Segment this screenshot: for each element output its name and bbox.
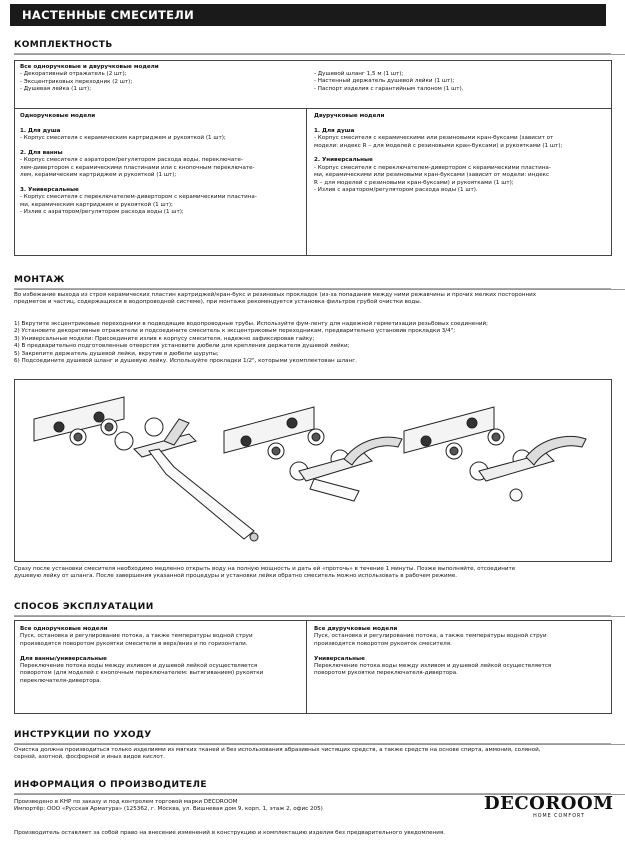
- table-divider: [14, 108, 612, 109]
- all-models-title: Все одноручковые и двуручковые модели: [20, 64, 159, 70]
- group-title: 1. Для душа: [20, 127, 61, 134]
- list-item: - Корпус смесителя с керамическими или резиновыми кран-буксами (зависит от: [314, 135, 554, 142]
- list-item: - Эксцентриковых переходник (2 шт);: [20, 78, 133, 85]
- paragraph-line: переключателя-дивертора.: [20, 677, 102, 684]
- step-item: 3) Универсальные модели: Присоедините излив к корпусу смесителя, надежно зафиксировав гайку;: [14, 335, 315, 342]
- paragraph-line: Во избежание выхода из строя керамических пластин картриджей/кран-букс и резиновых прокладок (из-за попадания между ними режавчины и прочих мелких посторонних: [14, 292, 537, 298]
- paragraph-line: Переключение потока воды между изливом и душевой лейкой осуществляется: [314, 663, 552, 670]
- divider: [14, 288, 611, 289]
- step-item: 1) Вкрутите эксцентриковые переходники в подводящие водопроводные трубы. Используйте фум-ленту для надежной герметизации резьбовых соединений;: [14, 321, 489, 327]
- table-divider: [306, 108, 307, 256]
- list-item: - Корпус смесителя с керамическим картриджем и рукояткой (1 шт);: [20, 135, 226, 142]
- group-title: 2. Универсальные: [314, 157, 373, 164]
- group-title: 2. Для ванны: [20, 150, 63, 157]
- completeness-title: КОМПЛЕКТНОСТЬ: [14, 40, 113, 50]
- paragraph-line: Сразу после установки смесителя необходимо медленно открыть воду на полную мощность и дать ей «проточь» в течение 1 минуты. Позже выполняйте, отсоедините: [14, 566, 516, 572]
- disclaimer: Производитель оставляет за собой право на внесение изменений в конструкцию и комплектацию изделия без предварительного уведомления.: [14, 830, 446, 836]
- list-item: ми, керамическим картриджем и рукояткой (1 шт);: [20, 201, 173, 208]
- paragraph-line: серной, азотной, фосфорной и иных видов кислот.: [14, 754, 165, 761]
- list-item: - Настенный держатель душевой лейки (1 шт);: [314, 78, 455, 85]
- single-lever-title: Одноручковые модели: [20, 113, 96, 119]
- paragraph-line: Пуск, остановка и регулирование потока, а также температуры водной струи: [314, 633, 547, 640]
- paragraph-line: предметов и частиц, содержащихся в водопроводной системе), при монтаже рекомендуется установка фильтров грубой очистки воды.: [14, 299, 422, 306]
- paragraph-line: производятся поворотом рукояток смесителя.: [314, 640, 452, 647]
- usage-single-title: Все одноручковые модели: [20, 626, 108, 632]
- list-item: - Излив с аэратором/регулятором расхода воды (1 шт).: [314, 187, 478, 194]
- divider: [14, 53, 611, 54]
- step-item: 6) Подсоедините душевой шланг и душевую лейку. Используйте прокладки 1/2", которыми укомплектован шланг.: [14, 358, 357, 365]
- usage-double-title: Все двуручковые модели: [314, 626, 398, 632]
- list-item: модели: индекс R – для моделей с резиновыми кран-буксами) и рукоятками (1 шт);: [314, 142, 563, 149]
- paragraph-line: Пуск, остановка и регулирование потока, а также температуры водной струи: [20, 633, 253, 640]
- maker-line: Произведено в КНР по заказу и под контролем торговой марки DECOROOM: [14, 799, 238, 805]
- list-item: - Излив с аэратором/регулятором расхода воды (1 шт);: [20, 209, 184, 216]
- care-title: ИНСТРУКЦИИ ПО УХОДУ: [14, 730, 152, 740]
- list-item: лем-дивертором с керамическими пластинами или с кнопочным переключате-: [20, 164, 255, 171]
- divider: [14, 615, 611, 616]
- paragraph-line: производятся поворотом рукоятки смесителя в верх/вниз и по горизонтали.: [20, 640, 248, 647]
- paragraph-line: поворотом (для моделей с кнопочным переключателем: вытягиванием) рукоятки: [20, 670, 264, 677]
- double-lever-block: [314, 113, 606, 194]
- page-title: НАСТЕННЫЕ СМЕСИТЕЛИ: [22, 8, 195, 22]
- step-item: 5) Закрепите держатель душевой лейки, вкрутив в дюбели шурупы;: [14, 350, 219, 357]
- double-lever-title: Двуручковые модели: [314, 113, 385, 119]
- logo-text: DECOROOM: [484, 793, 614, 814]
- usage-bath-title: Для ванны/универсальные: [20, 655, 107, 662]
- list-item: лем, керамическим картриджем и рукояткой (1 шт);: [20, 172, 177, 179]
- single-lever-block: [20, 113, 302, 217]
- page-title-bar: [10, 4, 606, 26]
- care-text: [14, 747, 614, 762]
- logo-subtitle: HOME COMFORT: [533, 814, 585, 819]
- list-item: - Корпус смесителя с переключателем-дивертором с керамическими пластина-: [20, 194, 257, 201]
- group-title: 3. Универсальные: [20, 187, 79, 194]
- mount-title: МОНТАЖ: [14, 275, 65, 285]
- after-install-note: [14, 566, 614, 581]
- paragraph-line: душевую лейку от шланга. После завершения указанной процедуры и установки лейки обратно смеситель можно использовать в рабочем режиме.: [14, 573, 458, 580]
- list-item: - Корпус смесителя с переключателем-дивертором с керамическими пластина-: [314, 164, 551, 171]
- table-divider: [306, 620, 307, 714]
- step-item: 4) В предварительно подготовленные отверстия установите дюбели для крепления держателя душевой лейки;: [14, 343, 350, 350]
- all-models-block: [20, 64, 310, 94]
- all-models-right: [314, 71, 604, 93]
- installation-illustration: [14, 379, 612, 562]
- importer-line: Импортёр: ООО «Русская Арматура» (125362, г. Москва, ул. Вишневая дом 9, корп. 1, этаж 2, офис 205): [14, 806, 323, 813]
- group-title: 1. Для душа: [314, 127, 355, 134]
- usage-title: СПОСОБ ЭКСПЛУАТАЦИИ: [14, 602, 154, 612]
- list-item: - Корпус смесителя с аэратором/регулятором расхода воды, переключате-: [20, 157, 243, 164]
- list-item: - Декоративный отражатель (2 шт);: [20, 71, 127, 78]
- paragraph-line: Очистка должна производиться только изделиями из мягких тканей и без использования абразивных чистящих средств, а также средств на основе спирта, аммония, соляной,: [14, 747, 541, 753]
- paragraph-line: Переключение потока воды между изливом и душевой лейкой осуществляется: [20, 663, 258, 670]
- mount-steps: [14, 321, 614, 365]
- list-item: - Паспорт изделия с гарантийным талоном (1 шт).: [314, 85, 464, 92]
- divider: [14, 743, 611, 744]
- usage-double-block: [314, 626, 606, 678]
- list-item: - Душевой шланг 1,5 м (1 шт);: [314, 71, 404, 77]
- maker-title: ИНФОРМАЦИЯ О ПРОИЗВОДИТЕЛЕ: [14, 780, 207, 790]
- usage-universal-title: Универсальные: [314, 655, 365, 662]
- list-item: ми, керамическими или резиновыми кран-буксами (зависит от модели: индекс: [314, 172, 550, 179]
- list-item: - Душевая лейка (1 шт);: [20, 86, 92, 93]
- decoroom-logo: [484, 793, 614, 827]
- mount-intro: [14, 292, 614, 307]
- paragraph-line: поворотом рукоятки переключателя-дивертора.: [314, 670, 458, 677]
- list-item: R – для моделей с резиновыми кран-буксами) и рукоятками (1 шт);: [314, 179, 514, 186]
- step-item: 2) Установите декоративные отражатели и подсоедините смеситель к эксцентриковым переходникам, предварительно установив прокладки 3/4";: [14, 328, 456, 335]
- maker-info: [14, 799, 474, 814]
- usage-single-block: [20, 626, 302, 685]
